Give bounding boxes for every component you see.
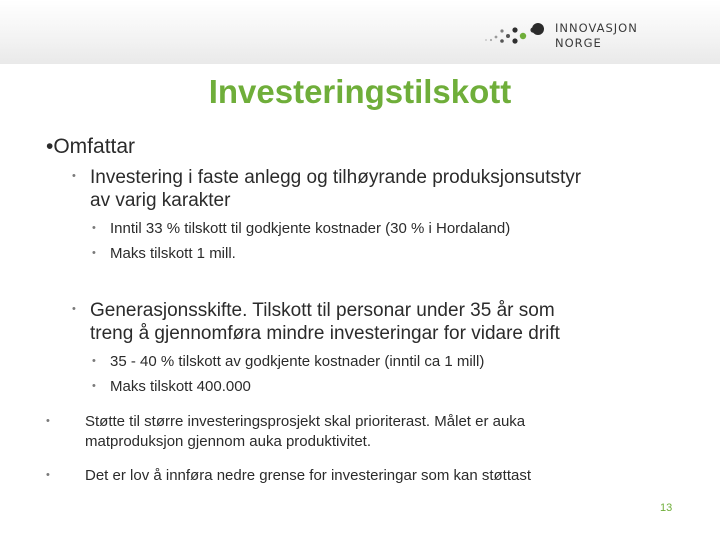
bullet-3-line-1: Støtte til større investeringsprosjekt skal prioriterast. Målet er auka	[85, 413, 526, 430]
sub-bullet-marker: •	[92, 355, 96, 367]
logo-dots-icon	[480, 18, 552, 52]
bullet-1-line-1: Investering i faste anlegg og tilhøyrande produksjonsutstyr	[90, 167, 582, 188]
sub-bullet-marker: •	[92, 247, 96, 259]
bullet-3-line-2: matproduksjon gjennom auka produktivitet.	[85, 433, 371, 450]
bullet-marker: •	[46, 415, 50, 427]
section-heading: •Omfattar	[46, 135, 136, 158]
bullet-marker: •	[72, 303, 76, 315]
logo-text-line1: INNOVASJON	[555, 21, 638, 35]
slide-title: Investeringstilskott	[208, 73, 512, 110]
bullet-2-line-2: treng å gjennomføra mindre investeringar for vidare drift	[90, 323, 560, 344]
sub-bullet-marker: •	[92, 222, 96, 234]
bullet-1-sub-2: Maks tilskott 1 mill.	[110, 245, 236, 262]
bullet-2-sub-1: 35 - 40 % tilskott av godkjente kostnader (inntil ca 1 mill)	[110, 353, 485, 370]
bullet-marker: •	[46, 469, 50, 481]
page-number: 13	[660, 502, 673, 514]
logo-text-line2: NORGE	[555, 36, 602, 50]
logo-text	[555, 21, 638, 51]
bullet-4-line-1: Det er lov å innføra nedre grense for investeringar som kan støttast	[85, 467, 532, 484]
bullet-marker: •	[72, 170, 76, 182]
bullet-2-sub-2: Maks tilskott 400.000	[110, 378, 251, 395]
sub-bullet-marker: •	[92, 380, 96, 392]
bullet-2-line-1: Generasjonsskifte. Tilskott til personar under 35 år som	[90, 300, 555, 321]
innovasjon-norge-logo	[480, 18, 680, 52]
bullet-1-sub-1: Inntil 33 % tilskott til godkjente kostnader (30 % i Hordaland)	[110, 220, 511, 237]
bullet-1-line-2: av varig karakter	[90, 190, 231, 211]
